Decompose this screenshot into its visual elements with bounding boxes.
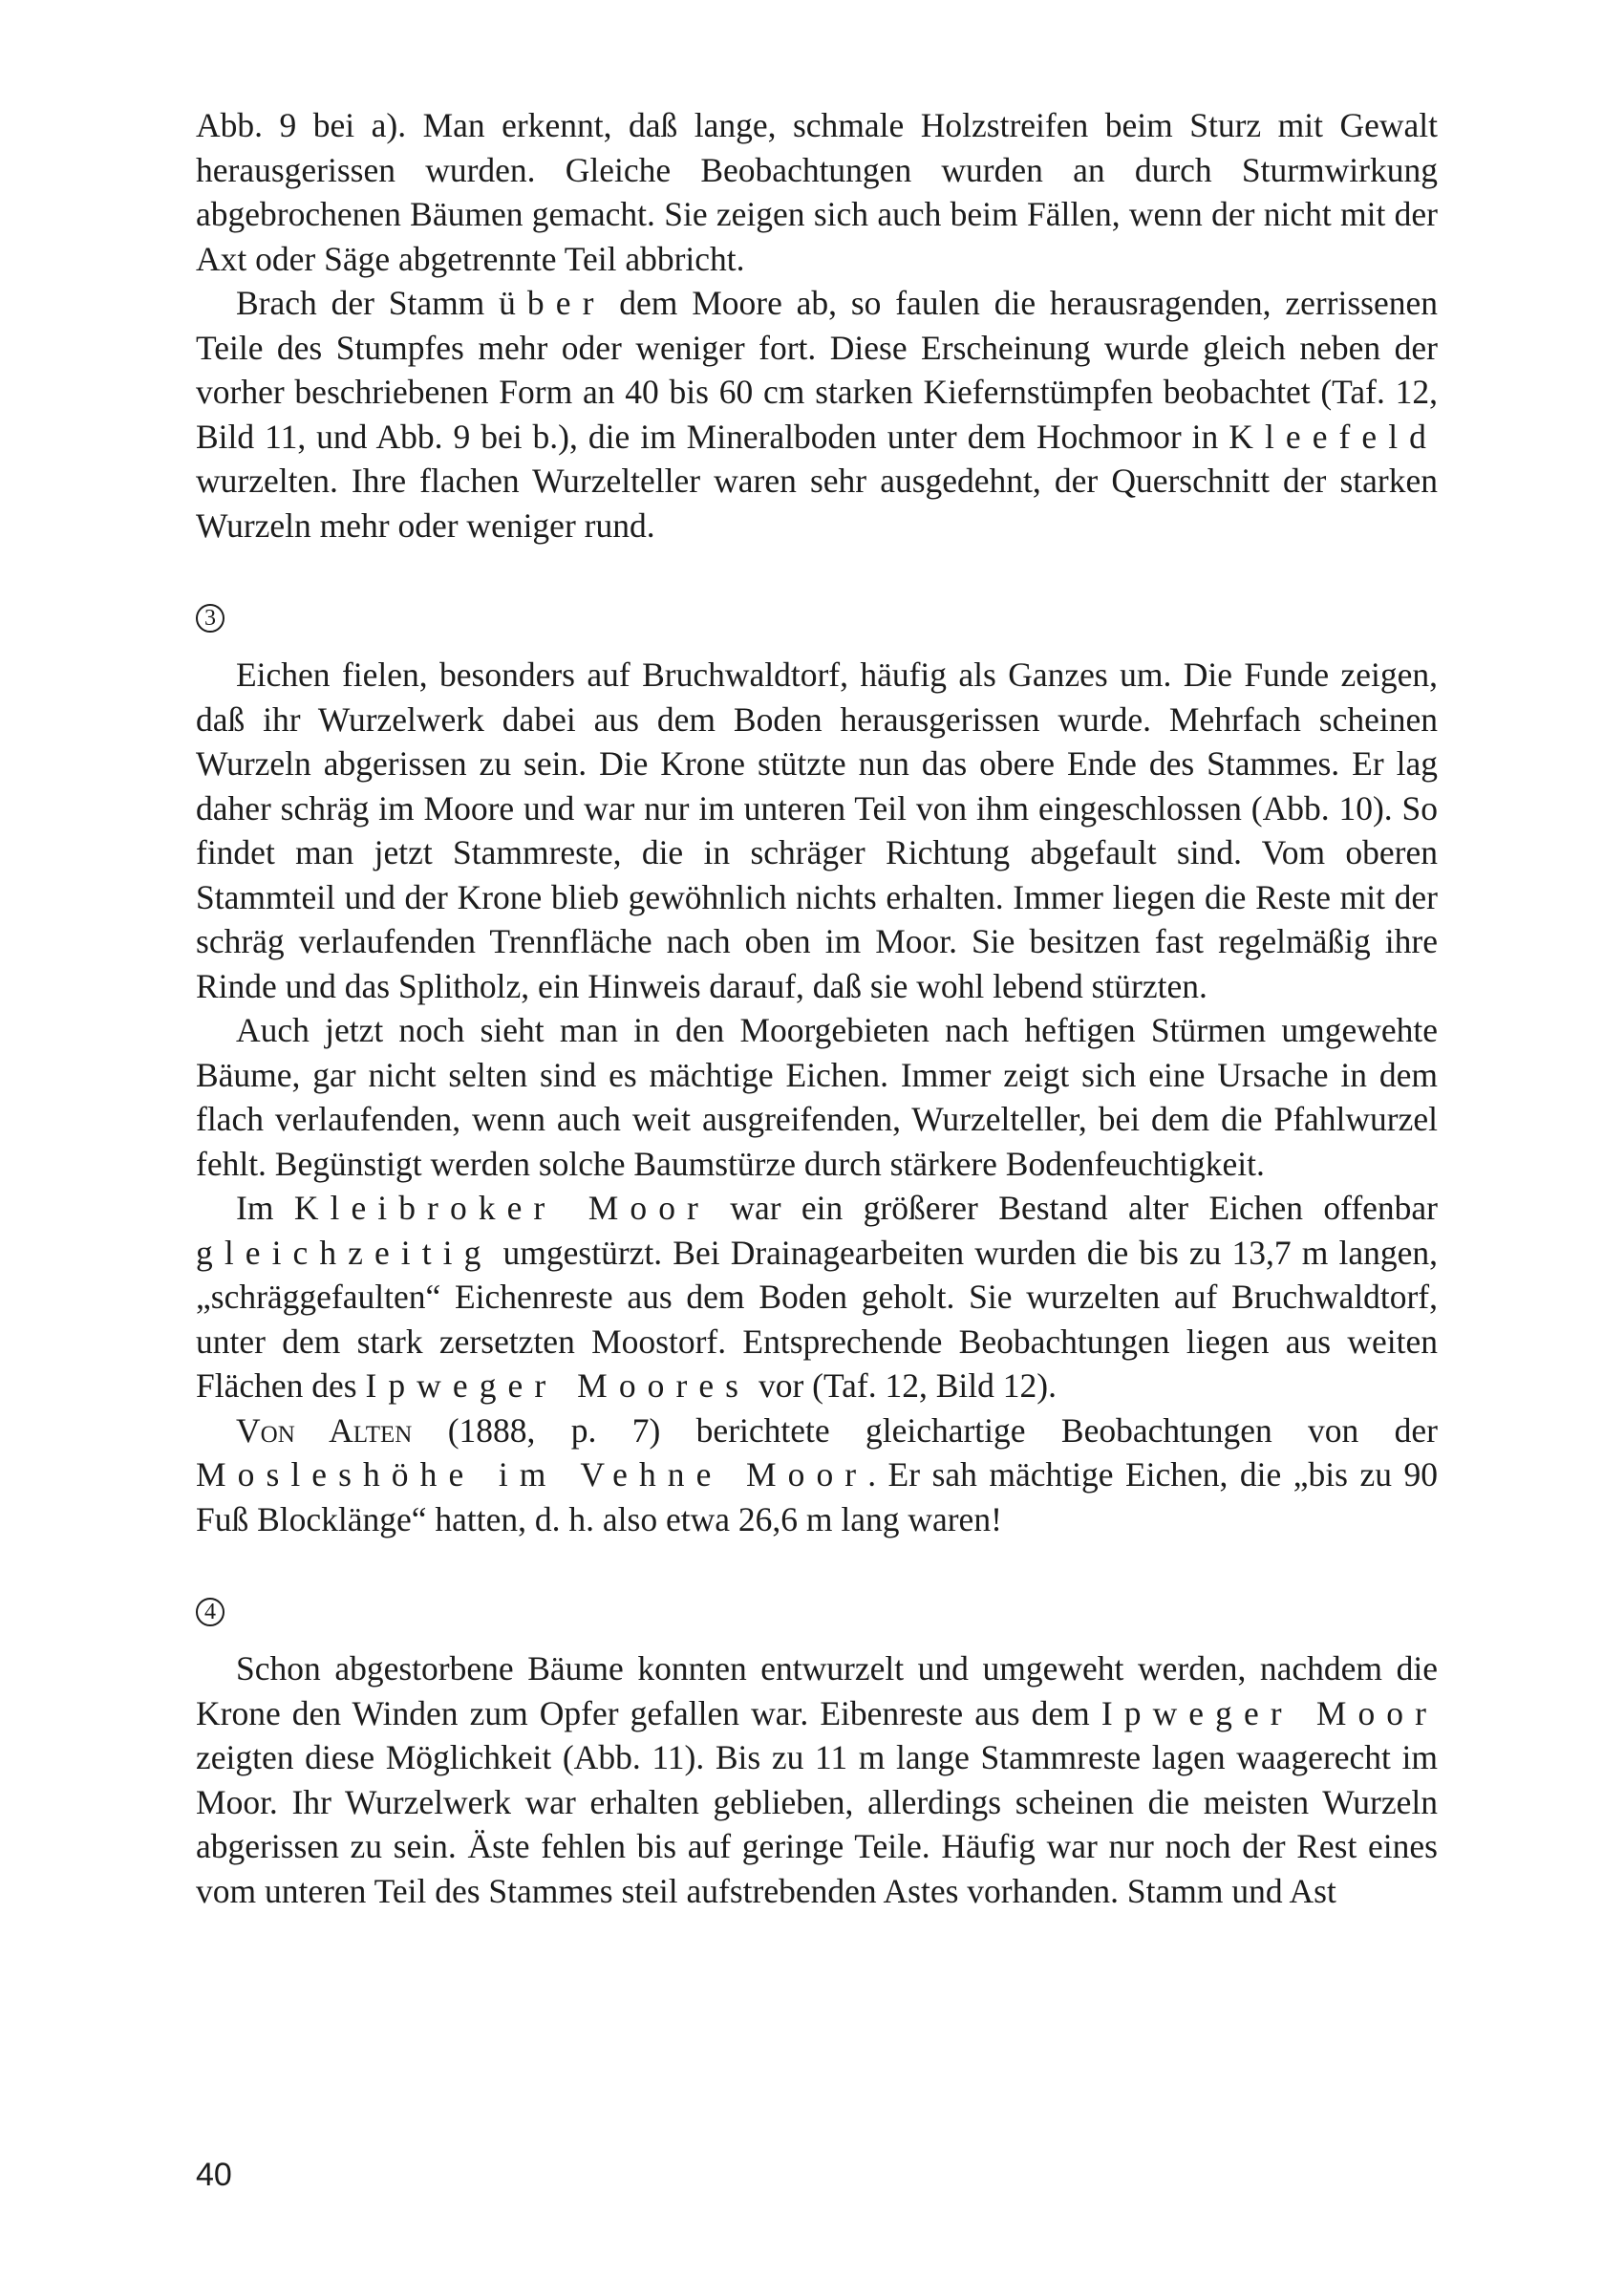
paragraph-2-text-a: Brach der Stamm [236,284,500,322]
section-marker-4 [196,1581,1438,1643]
paragraph-1 [196,103,1438,281]
paragraph-2-place-name: Kleefeld [1229,417,1438,456]
paragraph-3-text: Eichen fielen, besonders auf Bruchwaldtorf, häufig als Ganzes um. Die Funde zeigen, daß ihr Wurzelwerk dabei aus dem Boden herausgerissen wurde. Mehrfach scheinen Wurzeln abgerissen zu sein. Die Krone stützte nun das obere Ende des Stammes. Er lag daher schräg im Moore und war nur im unteren Teil von ihm eingeschlossen (Abb. 10). So findet man jetzt Stammreste, die in schräger Richtung abgefault sind. Vom oberen Stammteil und der Krone blieb gewöhnlich nichts erhalten. Immer liegen die Reste mit der schräg verlaufenden Trennfläche nach oben im Moor. Sie besitzen fast regelmäßig ihre Rinde und das Splitholz, ein Hinweis darauf, daß sie wohl lebend stürzten. [196,656,1438,1005]
paragraph-5-text-a: Im [236,1189,294,1227]
paragraph-4-text: Auch jetzt noch sieht man in den Moorgebieten nach heftigen Stürmen umgewehte Bäume, gar nicht selten sind es mächtige Eichen. Immer zeigt sich eine Ursache in dem flach verlaufenden, wenn auch weit ausgreifenden, Wurzelteller, bei dem die Pfahlwurzel fehlt. Begünstigt werden solche Baumstürze durch stärkere Bodenfeuchtigkeit. [196,1011,1438,1183]
paragraph-5-place-name-2: Ipweger Moores [365,1366,751,1405]
paragraph-2-text-e: wurzelten. Ihre flachen Wurzelteller waren sehr ausgedehnt, der Querschnitt der starken Wurzeln mehr oder weniger rund. [196,462,1438,545]
paragraph-5-text-g: vor (Taf. 12, Bild 12). [750,1366,1057,1405]
paragraph-7-place-name: Ipweger Moor [1100,1693,1438,1732]
paragraph-5-spaced-word: gleichzeitig [196,1233,493,1272]
paragraph-6-text-d: . Er sah mächtige Eichen, die „bis zu 90 Fuß Blocklänge“ hatten, d. h. also etwa 26,6 m lang waren! [196,1455,1438,1538]
paragraph-6-place-name: Mosleshöhe im Vehne Moor [196,1455,868,1494]
paragraph-7-text-c: zeigten diese Möglichkeit (Abb. 11). Bis zu 11 m lange Stammreste lagen waagerecht im Moor. Ihr Wurzelwerk war erhalten geblieben, allerdings scheinen die meisten Wurzeln abgerissen zu sein. Äste fehlen bis auf geringe Teile. Häufig war nur noch der Rest eines vom unteren Teil des Stammes steil aufstrebenden Astes vorhanden. Stamm und Ast [196,1738,1438,1910]
paragraph-3 [196,653,1438,1008]
paragraph-2 [196,281,1438,548]
paragraph-5 [196,1186,1438,1408]
paragraph-6 [196,1408,1438,1542]
paragraph-2-spaced-word: über [499,284,606,322]
paragraph-5-text-c: war ein größerer Bestand alter Eichen offenbar [709,1189,1438,1227]
paragraph-4 [196,1008,1438,1186]
paragraph-2-text-c: dem Moore ab, so faulen die herausragenden, zerrissenen Teile des Stumpfes mehr oder weniger fort. Diese Erscheinung wurde gleich neben der vorher beschriebenen Form an 40 bis 60 cm starken Kiefernstümpfen beobachtet (Taf. 12, Bild 11, und Abb. 9 bei b.), die im Mineralboden unter dem Hochmoor in [196,284,1438,456]
paragraph-6-author: Von Alten [236,1410,413,1450]
page-number: 40 [196,2157,232,2193]
circled-number-3: 3 [196,604,224,633]
paragraph-7-text-a: Schon abgestorbene Bäume konnten entwurzelt und umgeweht werden, nachdem die Krone den Winden zum Opfer gefallen war. Eibenreste aus dem [196,1649,1438,1732]
circled-number-4: 4 [196,1598,224,1626]
paragraph-6-text-b: (1888, p. 7) berichtete gleichartige Beobachtungen von der [412,1410,1438,1450]
paragraph-5-text-e: umgestürzt. Bei Drainagearbeiten wurden die bis zu 13,7 m langen, „schräggefaulten“ Eichenreste aus dem Boden geholt. Sie wurzelten auf Bruchwaldtorf, unter dem stark zersetzten Moostorf. Entsprechende Beobachtungen liegen aus weiten Flächen des [196,1233,1438,1405]
paragraph-7 [196,1646,1438,1913]
page-body [196,103,1438,1913]
section-marker-3 [196,588,1438,649]
paragraph-1-text: Abb. 9 bei a). Man erkennt, daß lange, schmale Holzstreifen beim Sturz mit Gewalt herausgerissen wurden. Gleiche Beobachtungen wurden an durch Sturmwirkung abgebrochenen Bäumen gemacht. Sie zeigen sich auch beim Fällen, wenn der nicht mit der Axt oder Säge abgetrennte Teil abbricht. [196,106,1438,278]
paragraph-5-place-name-1: Kleibroker Moor [293,1189,710,1227]
section-gap [196,548,1438,588]
section-gap [196,1541,1438,1581]
